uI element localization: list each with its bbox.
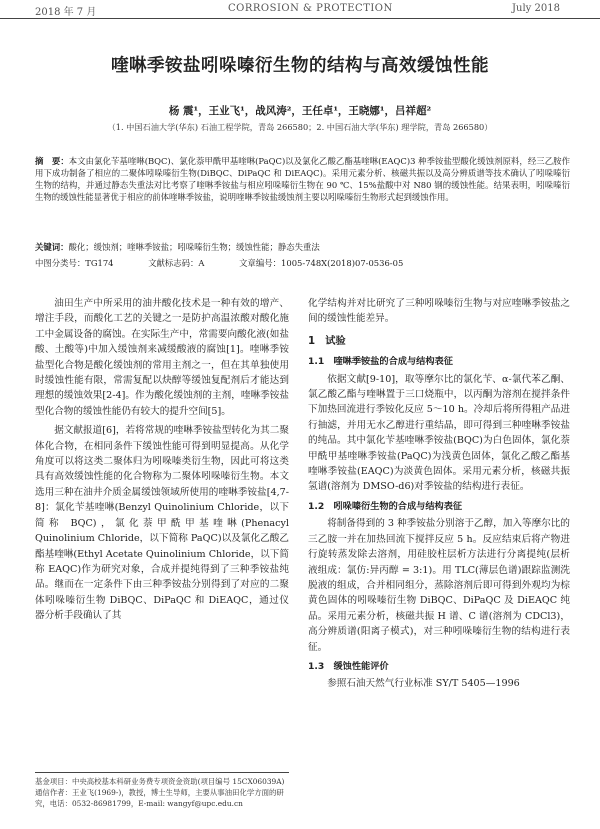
right-column <box>308 296 570 692</box>
header-date-right: July 2018 <box>512 3 560 14</box>
intro-paragraph-2: 据文献报道[6]，若将常规的喹啉季铵盐型转化为其二聚体化合物，在相同条件下缓蚀性能可得到明显提高。从化学角度可以将这类二聚体归为吲哚嗪类衍生物，因此可将这类具有高效缓蚀性能的化合物称为二聚体吲哚嗪衍生物。本文选用三种在油井介质金属缓蚀领域所使用的喹啉季铵盐[4,7-8]：氯化苄基喹啉(Benzyl Quinolinium Chloride，以下简称 BQC)，氯化萘甲酰甲基喹啉(Phenacyl Quinolinium Chloride，以下简称 PaQC)以及氯化乙酸乙酯基喹啉(Ethyl Acetate Quinolinium Chloride，以下简称 EAQC)作为研究对象，合成并提纯得到了三种季铵盐纯品。继而在一定条件下由三种季铵盐分别得到了对应的二聚体吲哚嗪衍生物 DiBQC、DiPaQC 和 DiEAQC，通过仪器分析手段确认了其 <box>35 425 289 622</box>
section-heading-experiment: 1 试验 <box>308 335 346 347</box>
subsection-heading-1-1: 1.1 喹啉季铵盐的合成与结构表征 <box>308 356 453 368</box>
abstract-text: 本文由氯化苄基喹啉(BQC)、氯化萘甲酰甲基喹啉(PaQC)以及氯化乙酸乙酯基喹啉(EAQC)3 种季铵盐型酸化缓蚀剂原料，经三乙胺作用下成功制备了相应的二聚体吲哚嗪衍生物(DiBQC、DiPaQC 和 DiEAQC)。采用元素分析、核磁共振以及高分辨质谱等技术确认了吲哚嗪衍生物的结构，并通过静态失重法对比考察了喹啉季铵盐与相应吲哚嗪衍生物在 90 ℃、15%盐酸中对 N80 钢的缓蚀性能。结果表明，吲哚嗪衍生物的缓蚀性能显著优于相应的前体喹啉季铵盐，说明喹啉季铵盐缓蚀剂主要以吲哚嗪衍生物形式起到缓蚀作用。 <box>35 156 571 202</box>
subsection-heading-1-3: 1.3 缓蚀性能评价 <box>308 660 389 672</box>
article-number: 文章编号：1005-748X(2018)07-0536-05 <box>239 258 404 268</box>
paragraph-1-1: 依据文献[9-10]，取等摩尔比的氯化苄、α-氯代苯乙酮、氯乙酸乙酯与喹啉置于三口烧瓶中，以丙酮为溶剂在搅拌条件下加热回流进行季铵化反应 5～10 h。冷却后将所得粗产品进行抽滤，并用无水乙醇进行重结晶，即可得到三种喹啉季铵盐的纯品。其中氯化苄基喹啉季铵盐(BQC)为白色固体，氯化萘甲酰甲基喹啉季铵盐(PaQC)为浅黄色固体，氯化乙酸乙酯基喹啉季铵盐(EAQC)为淡黄色固体。采用元素分析，核磁共振氢谱(溶剂为 DMSO-d6)对季铵盐的结构进行表征。 <box>308 373 570 493</box>
intro-continuation: 化学结构并对比研究了三种吲哚嗪衍生物与对应喹啉季铵盐之间的缓蚀性能差异。 <box>308 298 570 325</box>
abstract-label: 摘 要： <box>35 156 69 166</box>
paper-title: 喹啉季铵盐吲哚嗪衍生物的结构与高效缓蚀性能 <box>111 56 489 76</box>
document-code: 文献标志码：A <box>148 258 205 268</box>
header-journal-name: CORROSION & PROTECTION <box>228 3 393 14</box>
left-column <box>35 296 289 624</box>
author-list: 杨 震¹，王业飞¹，战风涛²，王任卓¹，王晓娜¹，吕祥超² <box>168 105 432 117</box>
affiliation: （1. 中国石油大学(华东) 石油工程学院，青岛 266580；2. 中国石油大学(华东) 理学院，青岛 266580） <box>107 122 493 132</box>
footnote-corresponding-author: 通信作者：王业飞(1969-)，教授，博士生导师，主要从事油田化学方面的研究，电话：0532-86981799，E-mail: wangyf@upc.edu.cn <box>35 788 284 808</box>
subsection-heading-1-2: 1.2 吲哚嗪衍生物的合成与结构表征 <box>308 500 463 512</box>
footnote <box>35 772 289 809</box>
running-header <box>0 0 600 19</box>
intro-paragraph-1: 油田生产中所采用的油井酸化技术是一种有效的增产、增注手段，而酸化工艺的关键之一是防护高温浓酸对酸化施工中金属设备的腐蚀。在实际生产中，常需要向酸化液(如盐酸、土酸等)中加入缓蚀剂来减缓酸液的腐蚀[1]。喹啉季铵盐型化合物是酸化缓蚀剂的常用主剂之一，但在其单独使用时缓蚀性能有限，常需复配以炔醇等缓蚀复配剂后才能达到理想的缓蚀效果[2-4]。作为酸化缓蚀剂的主剂，喹啉季铵盐型化合物的缓蚀性能仍有较大的提升空间[5]。 <box>35 298 289 417</box>
keywords-label: 关键词： <box>35 242 69 252</box>
abstract <box>35 155 570 203</box>
header-date-left: 2018 年 7 月 <box>35 7 97 18</box>
clc-number: 中图分类号：TG174 <box>35 258 114 268</box>
keywords-text: 酸化；缓蚀剂；喹啉季铵盐；吲哚嗪衍生物；缓蚀性能；静态失重法 <box>68 242 320 252</box>
classification-line <box>35 257 570 269</box>
paragraph-1-2: 将制备得到的 3 种季铵盐分别溶于乙醇，加入等摩尔比的三乙胺一并在加热回流下搅拌反应 5 h。反应结束后将产物进行旋转蒸发除去溶剂，用硅胶柱层析方法进行分离提纯(层析液组成：氯仿:异丙醇 = 3:1)。用 TLC(薄层色谱)跟踪监测洗脱液的组成，合并相同组分，蒸除溶剂后即可得到外观均为棕黄色固体的吲哚嗪衍生物 DiBQC、DiPaQC 及 DiEAQC 纯品。采用元素分析，核磁共振 H 谱、C 谱(溶剂为 CDCl3)，高分辨质谱(阳离子模式)，对三种吲哚嗪衍生物的结构进行表征。 <box>308 518 570 653</box>
keywords <box>35 241 570 253</box>
footnote-funding: 基金项目：中央高校基本科研业务费专项资金资助(项目编号 15CX06039A) <box>35 777 285 786</box>
paragraph-1-3: 参照石油天然气行业标准 SY/T 5405—1996 <box>327 678 520 690</box>
